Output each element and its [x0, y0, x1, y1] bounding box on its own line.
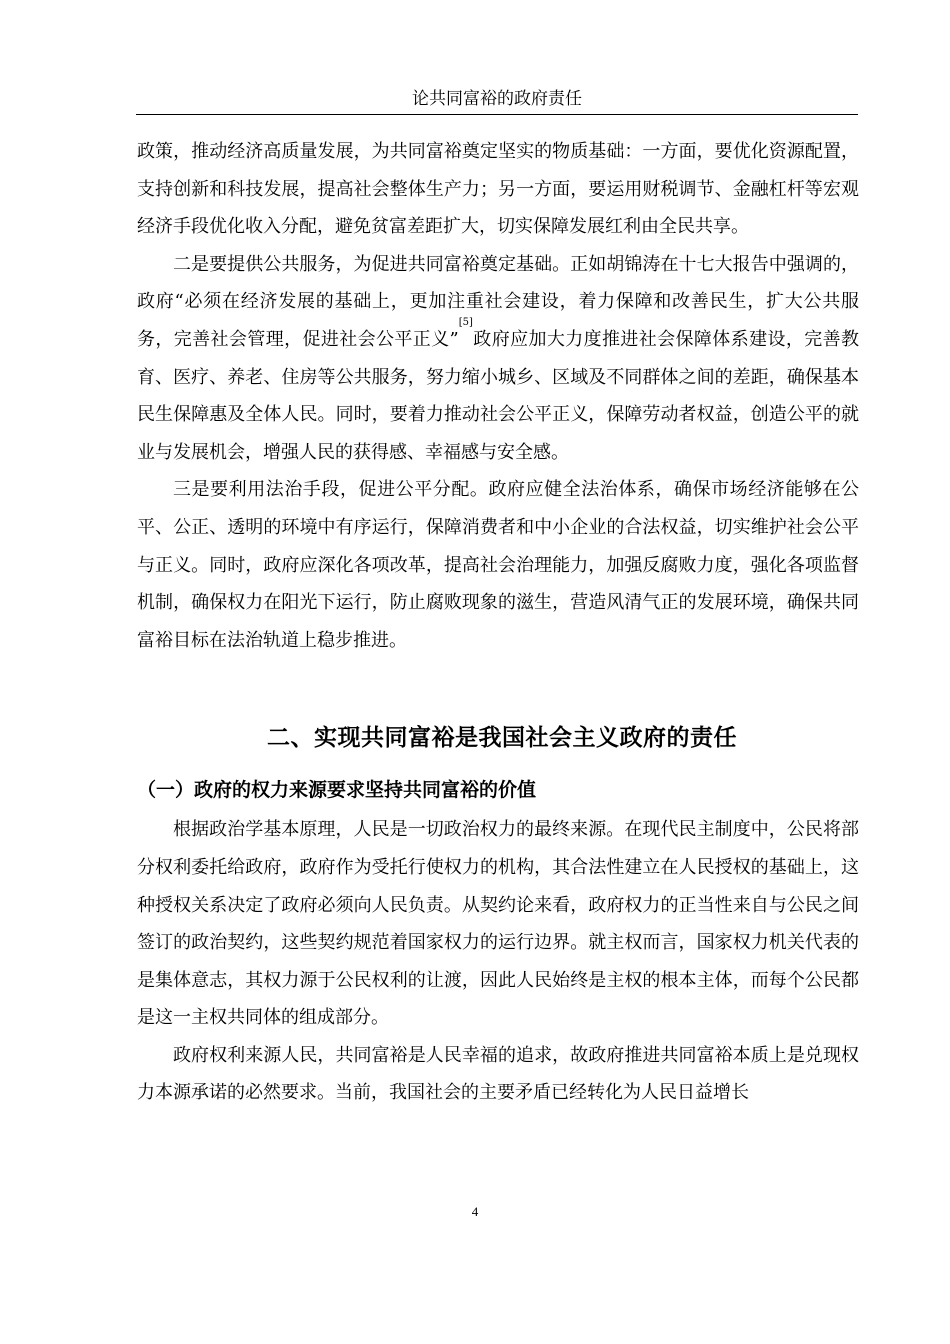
paragraph-rule-of-law: 三是要利用法治手段，促进公平分配。政府应健全法治体系，确保市场经济能够在公平、公正、透明的环境中有序运行，保障消费者和中小企业的合法权益，切实维护社会公平与正义。同时，政府应深化各项改革，提高社会治理能力，加强反腐败力度，强化各项监督机制，确保权力在阳光下运行，防止腐败现象的滋生，营造风清气正的发展环境，确保共同富裕目标在法治轨道上稳步推进。 — [137, 479, 859, 651]
document-body — [137, 133, 859, 1112]
page-number: 4 — [471, 1204, 479, 1219]
paragraph-government-power: 政府权利来源人民，共同富裕是人民幸福的追求，故政府推进共同富裕本质上是兑现权力本源承诺的必然要求。当前，我国社会的主要矛盾已经转化为人民日益增长 — [137, 1044, 859, 1104]
paragraph-power-source: 根据政治学基本原理，人民是一切政治权力的最终来源。在现代民主制度中，公民将部分权利委托给政府，政府作为受托行使权力的机构，其合法性建立在人民授权的基础上，这种授权关系决定了政府必须向人民负责。从契约论来看，政府权力的正当性来自与公民之间签订的政治契约，这些契约规范着国家权力的运行边界。就主权而言，国家权力机关代表的是集体意志，其权力源于公民权利的让渡，因此人民始终是主权的根本主体，而每个公民都是这一主权共同体的组成部分。 — [137, 819, 859, 1029]
paragraph-economic-policy: 政策，推动经济高质量发展，为共同富裕奠定坚实的物质基础：一方面，要优化资源配置，支持创新和科技发展，提高社会整体生产力；另一方面，要运用财税调节、金融杠杆等宏观经济手段优化收入分配，避免贫富差距扩大，切实保障发展红利由全民共享。 — [137, 141, 859, 238]
section-heading: 二、实现共同富裕是我国社会主义政府的责任 — [267, 725, 737, 752]
paragraph-public-services — [137, 246, 859, 472]
header-rule — [136, 114, 858, 115]
running-header: 论共同富裕的政府责任 — [412, 89, 582, 109]
citation-ref: [5] — [458, 316, 473, 328]
paragraph-text: 政府应加大力度推进社会保障体系建设，完善教育、医疗、养老、住房等公共服务，努力缩小城乡、区域及不同群体之间的差距，确保基本民生保障惠及全体人民。同时，要着力推动社会公平正义，保障劳动者权益，创造公平的就业与发展机会，增强人民的获得感、幸福感与安全感。 — [137, 328, 860, 463]
paragraph-text: 二是要提供公共服务，为促进共同富裕奠定基础。正如胡锦涛在十七大报告中强调的，政府“必须在经济发展的基础上，更加注重社会建设，着力保障和改善民生，扩大公共服务，完善社会管理，促进社会公平正义” — [137, 253, 859, 350]
subsection-heading: （一）政府的权力来源要求坚持共同富裕的价值 — [137, 779, 537, 802]
